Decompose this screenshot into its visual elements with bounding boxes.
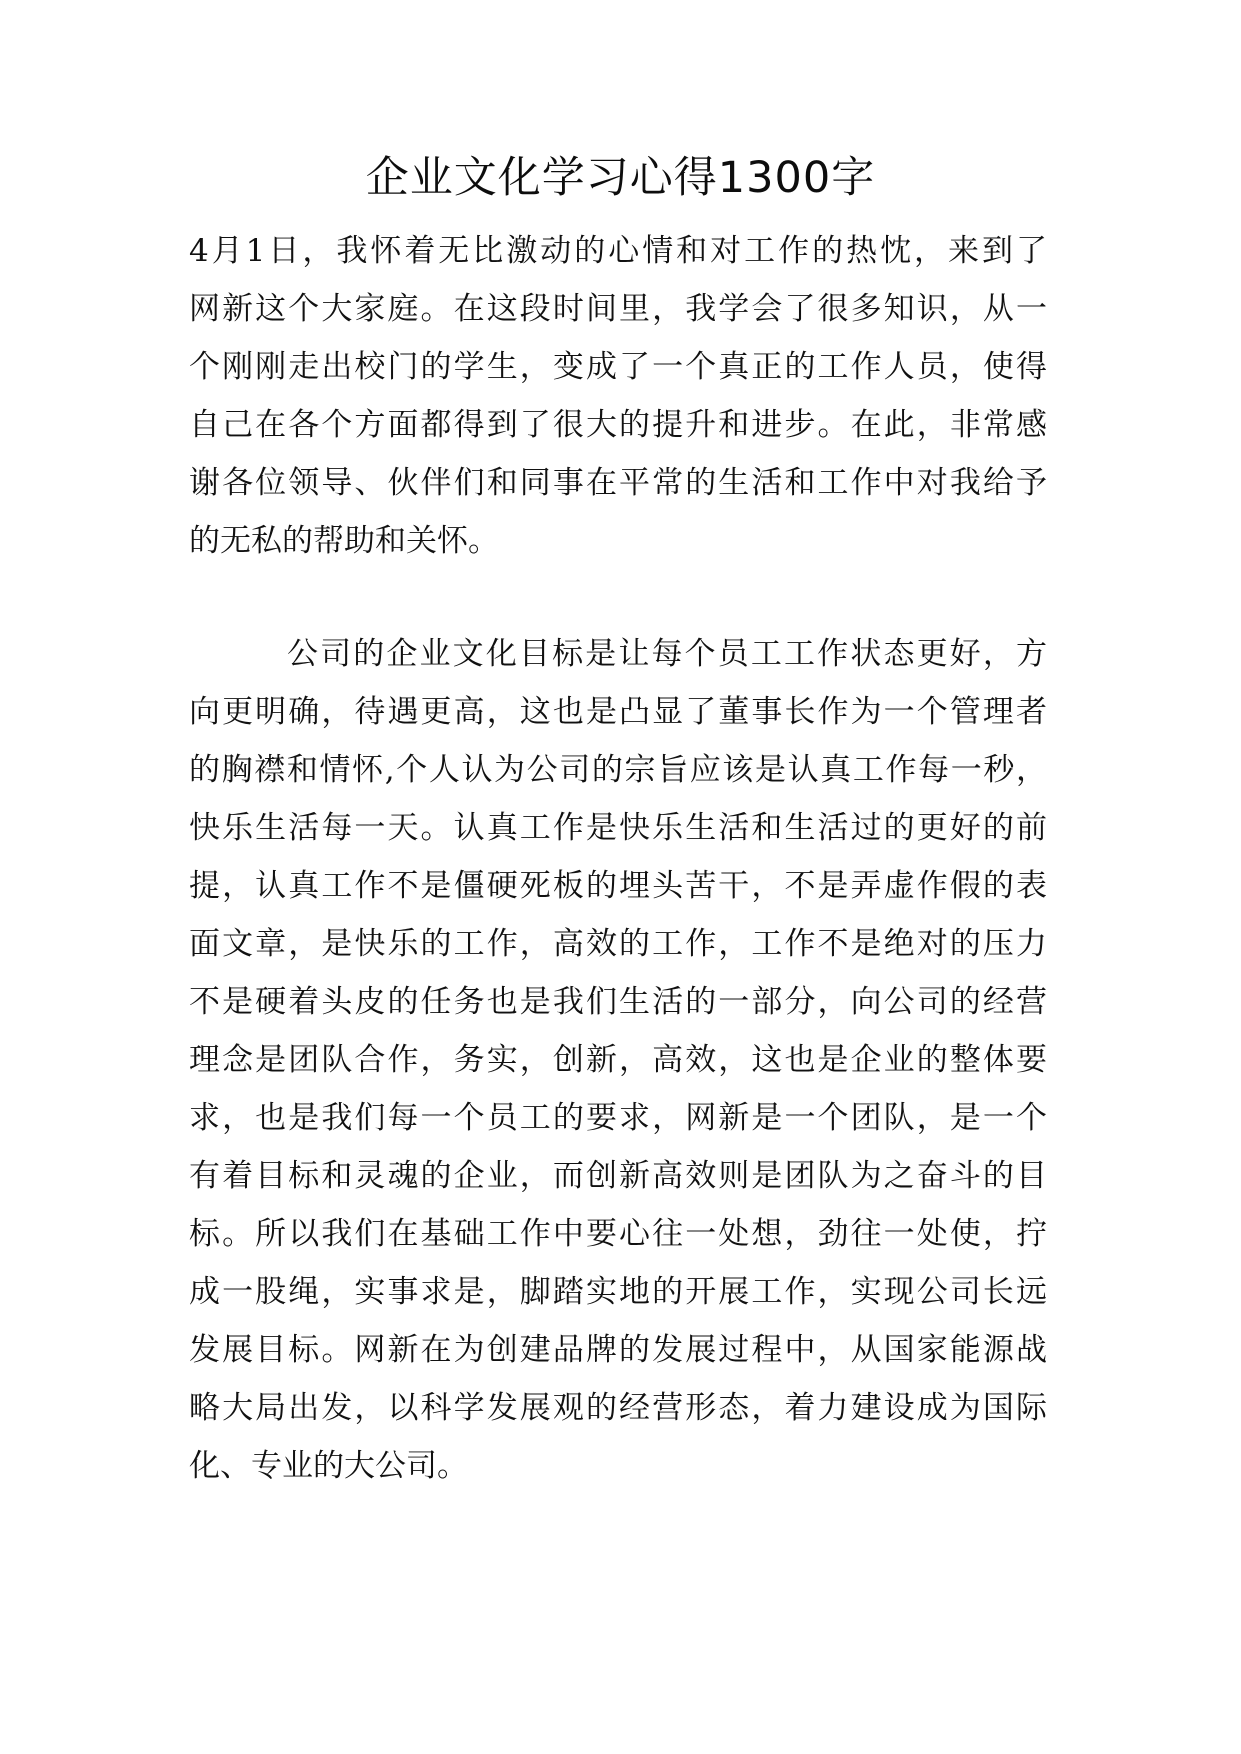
paragraph-line: 快乐生活每一天。认真工作是快乐生活和生活过的更好的前 <box>189 810 1047 846</box>
paragraph-line: 4月1日，我怀着无比激动的心情和对工作的热忱，来到了 <box>189 233 1047 269</box>
paragraph-line: 略大局出发，以科学发展观的经营形态，着力建设成为国际 <box>189 1390 1047 1426</box>
paragraph-line: 发展目标。网新在为创建品牌的发展过程中，从国家能源战 <box>189 1332 1047 1368</box>
paragraph-line: 的无私的帮助和关怀。 <box>189 523 499 559</box>
paragraph-line: 成一股绳，实事求是，脚踏实地的开展工作，实现公司长远 <box>189 1274 1047 1310</box>
paragraph-line: 求，也是我们每一个员工的要求，网新是一个团队，是一个 <box>189 1100 1047 1136</box>
paragraph-culture <box>189 625 1047 1495</box>
paragraph-line: 面文章，是快乐的工作，高效的工作，工作不是绝对的压力 <box>189 926 1047 962</box>
paragraph-line: 个刚刚走出校门的学生，变成了一个真正的工作人员，使得 <box>189 349 1047 385</box>
paragraph-line: 标。所以我们在基础工作中要心往一处想，劲往一处使，拧 <box>189 1216 1047 1252</box>
paragraph-line: 向更明确，待遇更高，这也是凸显了董事长作为一个管理者 <box>189 694 1047 730</box>
paragraph-line: 化、专业的大公司。 <box>189 1448 468 1484</box>
paragraph-line: 网新这个大家庭。在这段时间里，我学会了很多知识，从一 <box>189 291 1047 327</box>
paragraph-line: 理念是团队合作，务实，创新，高效，这也是企业的整体要 <box>189 1042 1047 1078</box>
paragraph-line: 提，认真工作不是僵硬死板的埋头苦干，不是弄虚作假的表 <box>189 868 1047 904</box>
document-title: 企业文化学习心得1300字 <box>365 153 876 203</box>
paragraph-line: 有着目标和灵魂的企业，而创新高效则是团队为之奋斗的目 <box>189 1158 1047 1194</box>
paragraph-line: 不是硬着头皮的任务也是我们生活的一部分，向公司的经营 <box>189 984 1047 1020</box>
paragraph-intro <box>189 222 1047 570</box>
paragraph-line: 谢各位领导、伙伴们和同事在平常的生活和工作中对我给予 <box>189 465 1047 501</box>
paragraph-line: 自己在各个方面都得到了很大的提升和进步。在此，非常感 <box>189 407 1047 443</box>
paragraph-line: 的胸襟和情怀,个人认为公司的宗旨应该是认真工作每一秒， <box>189 752 1047 788</box>
paragraph-line: 公司的企业文化目标是让每个员工工作状态更好，方 <box>287 636 1047 672</box>
